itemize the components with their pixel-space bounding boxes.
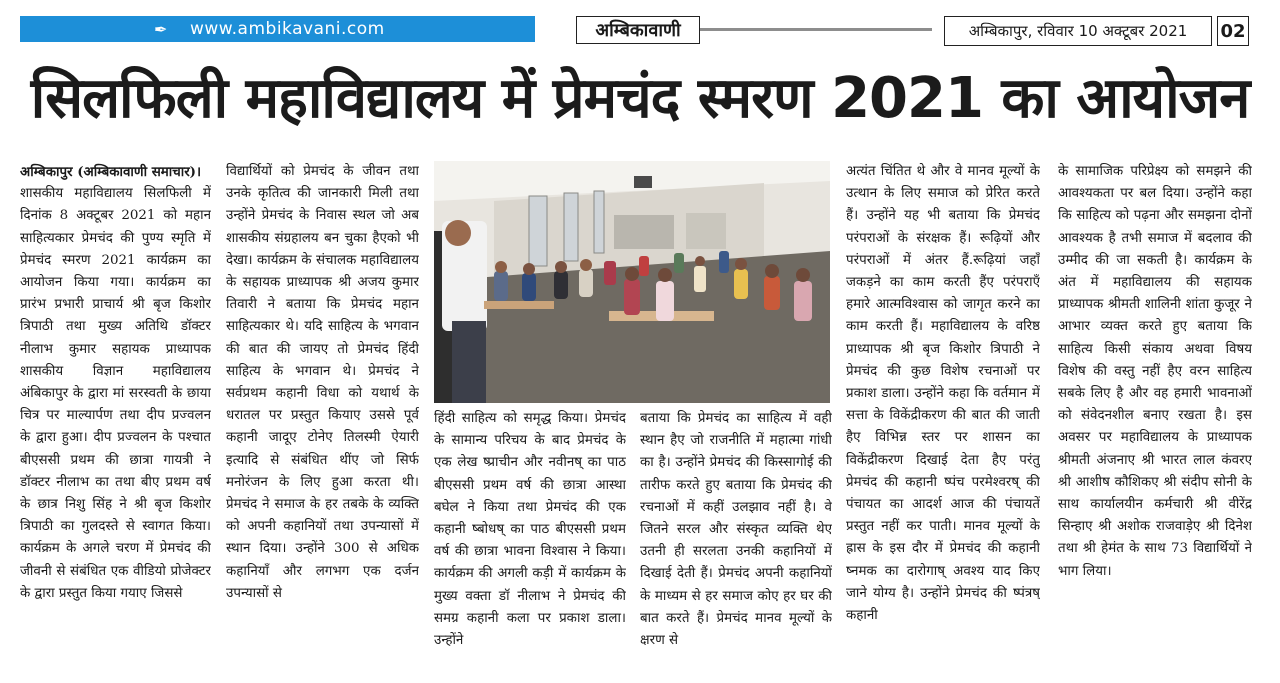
- article-text-6: के सामाजिक परिप्रेक्ष्य को समझने की आवश्यकता पर बल दिया। उन्होंने कहा कि साहित्य को पढ़ना और समझना दोनों आवश्यक है तभी समाज में बदलाव की उम्मीद की जा सकती है। कार्यक्रम के अंत में महाविद्यालय की सहायक प्राध्यापक श्रीमती शालिनी शांता कुजूर ने आभार व्यक्त करते हुए बताया कि साहित्य किसी संकाय अथवा विषय विशेष की वस्तु नहीं हैए वरन साहित्य सबके लिए है और वह हमारी भावनाओं को संवेदनशील बनाए रखता है। इस अवसर पर महाविद्यालय के प्राध्यापक श्रीमती अंजनाए श्री भारत लाल कंवरए श्री आशीष कौशिकए श्री संदीप सोनी के साथ कार्यालयीन कर्मचारी श्री वीरेंद्र सिन्हाए श्री अशोक राजवाड़ेए श्री दिनेश तथा श्री हेमंत के साथ 73 विद्यार्थियों ने भाग लिया।: [1058, 164, 1252, 579]
- newspaper-masthead: अम्बिकावाणी: [576, 16, 700, 44]
- website-url[interactable]: www.ambikavani.com: [190, 19, 385, 39]
- page-header: [0, 0, 1280, 58]
- event-photo: [434, 161, 830, 403]
- dateline: अम्बिकापुर, रविवार 10 अक्टूबर 2021: [944, 16, 1212, 46]
- website-url-bar[interactable]: [20, 16, 535, 42]
- article-text-3: हिंदी साहित्य को समृद्ध किया। प्रेमचंद के सामान्य परिचय के बाद प्रेमचंद के एक लेख ष्प्राचीन और नवीनष् का पाठ बीएससी प्रथम वर्ष की छात्रा आस्था बघेल ने किया तथा प्रेमचंद की एक कहानी ष्बोधष् का पाठ बीएससी प्रथम वर्ष की छात्रा भावना विश्वास ने किया। कार्यक्रम की अगली कड़ी में कार्यक्रम के मुख्य वक्ता डॉ नीलाभ ने प्रेमचंद की समग्र कहानी कला पर प्रकाश डाला। उन्होंने: [434, 411, 626, 649]
- article-text-2: विद्यार्थियों को प्रेमचंद के जीवन तथा उनके कृतित्व की जानकारी मिली तथा उन्होंने प्रेमचंद के निवास स्थल जो अब शासकीय संग्रहालय बन चुका हैएको भी देखा। कार्यक्रम के संचालक महाविद्यालय के सहायक प्राध्यापक श्री अजय कुमार तिवारी ने बताया कि प्रेमचंद महान साहित्यकार थे। यदि साहित्य के भगवान की बात की जायए तो प्रेमचंद हिंदी साहित्य के भगवान थे। प्रेमचंद ने सर्वप्रथम कहानी विधा को यथार्थ के धरातल पर प्रस्तुत कियाए उससे पूर्व कहानी जादूए टोनेए तिलस्मी ऐयारी इत्यादि से संबंधित थींए जो सिर्फ मनोरंजन के लिए हुआ करता थी। प्रेमचंद ने समाज के हर तबके के व्यक्ति को अपनी कहानियों तथा उपन्यासों में स्थान दिया। उन्होंने 300 से अधिक कहानियाँ और लगभग एक दर्जन उपन्यासों से: [226, 164, 419, 601]
- page-number: 02: [1217, 16, 1249, 46]
- article-column-2: [226, 161, 419, 681]
- article-column-3: [434, 408, 626, 681]
- classroom-photo-illustration: [434, 161, 830, 403]
- article-text-4: बताया कि प्रेमचंद का साहित्य में वही स्थान हैए जो राजनीति में महात्मा गांधी का है। उन्होंने प्रेमचंद की किस्सागोई की तारीफ करते हुए बताया कि प्रेमचंद की रचनाओं में कहीं उलझाव नहीं है। वे जितने सरल और संस्कृत व्यक्ति थेए उतनी ही सरलता उनकी कहानियों में दिखाई देती हैं। प्रेमचंद अपनी कहानियों के माध्यम से हर समाज कोए हर घर की बात करते हैं। प्रेमचंद मानव मूल्यों के क्षरण से: [640, 411, 832, 649]
- article-column-6: [1058, 161, 1252, 681]
- article-headline: सिलफिली महाविद्यालय में प्रेमचंद स्मरण 2021 का आयोजन: [30, 66, 1250, 131]
- article-column-5: [846, 161, 1040, 681]
- article-column-4: [640, 408, 832, 681]
- pen-icon: ✒: [154, 19, 168, 39]
- header-rule: [700, 28, 932, 31]
- article-byline: अम्बिकापुर (अम्बिकावाणी समाचार)।: [20, 164, 202, 180]
- article-text-5: अत्यंत चिंतित थे और वे मानव मूल्यों के उत्थान के लिए समाज को प्रेरित करते हैं। उन्होंने यह भी बताया कि प्रेमचंद परंपराओं के संरक्षक हैं। रूढ़ियों और परंपराओं में अंतर हैं.रूढ़ियां जहाँ जकड़ने का काम करती हैंए परंपराएँ हमारे आत्मविश्वास को जागृत करने का काम करती हैं। महाविद्यालय के वरिष्ठ प्राध्यापक श्री बृज किशोर त्रिपाठी ने प्रेमचंद की कुछ विशेष रचनाओं पर प्रकाश डाला। उन्होंने कहा कि वर्तमान में सत्ता के विकेंद्रीकरण की बात की जाती हैए विभिन्न स्तर पर शासन का विकेंद्रीकरण दिखाई देता हैए परंतु प्रेमचंद की कहानी ष्पंच परमेश्वरष् की पंचायत का आदर्श आज की पंचायतें प्रस्तुत नहीं कर पाती। मानव मूल्यों के ह्रास के इस दौर में प्रेमचंद की कहानी ष्नमक का दारोगाष् अवश्य याद किए जाने योग्य है। उन्होंने प्रेमचंद की ष्पंत्रष् कहानी: [846, 164, 1040, 624]
- article-column-1: [20, 161, 211, 681]
- article-text-1: शासकीय महाविद्यालय सिलफिली में दिनांक 8 अक्टूबर 2021 को महान साहित्यकार प्रेमचंद की पुण्य स्मृति में प्रेमचंद स्मरण 2021 कार्यक्रम का आयोजन किया गया। कार्यक्रम का प्रारंभ प्रभारी प्राचार्य श्री बृज किशोर त्रिपाठी तथा मुख्य अतिथि डॉक्टर नीलाभ कुमार सहायक प्राध्यापक शासकीय विज्ञान महाविद्यालय अंबिकापुर के द्वारा मां सरस्वती के छाया चित्र पर माल्यार्पण तथा दीप प्रज्वलन के द्वारा हुआ। दीप प्रज्वलन के पश्चात बीएससी प्रथम की छात्रा गायत्री ने डॉक्टर नीलाभ का तथा बीए प्रथम वर्ष के छात्र निशु सिंह ने श्री बृज किशोर त्रिपाठी का गुलदस्ते से स्वागत किया। कार्यक्रम के अगले चरण में प्रेमचंद की जीवनी से संबंधित एक वीडियो प्रोजेक्टर के द्वारा प्रस्तुत किया गयाए जिससे: [20, 186, 211, 601]
